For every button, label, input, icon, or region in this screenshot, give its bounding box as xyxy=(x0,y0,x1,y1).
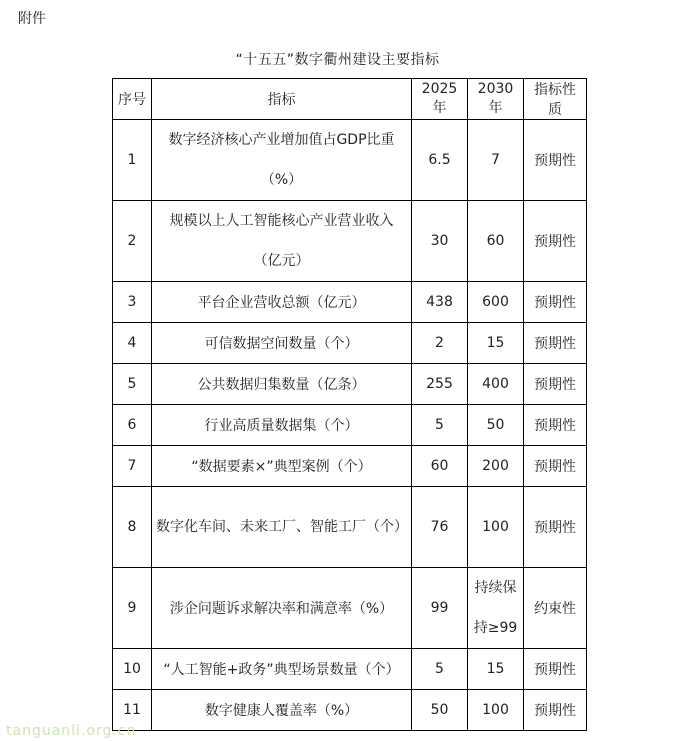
row-2025-value: 76 xyxy=(412,487,468,568)
table-row xyxy=(113,446,587,487)
row-no: 10 xyxy=(113,649,152,690)
header-no: 序号 xyxy=(113,79,152,120)
row-nature: 预期性 xyxy=(524,282,587,323)
table-row xyxy=(113,201,587,282)
row-2030-value: 50 xyxy=(468,405,524,446)
row-indicator: 规模以上人工智能核心产业营业收入（亿元） xyxy=(152,201,412,282)
header-indicator: 指标 xyxy=(152,79,412,120)
header-2030: 2030年 xyxy=(468,79,524,120)
row-no: 1 xyxy=(113,120,152,201)
row-2025-value: 255 xyxy=(412,364,468,405)
row-nature: 预期性 xyxy=(524,323,587,364)
attachment-label: 附件 xyxy=(18,11,46,27)
row-indicator: “数据要素×”典型案例（个） xyxy=(152,446,412,487)
row-2025-value: 438 xyxy=(412,282,468,323)
table-header-row xyxy=(113,79,587,120)
row-2030-value: 持续保持≥99 xyxy=(468,568,524,649)
row-indicator: 平台企业营收总额（亿元） xyxy=(152,282,412,323)
document-title: “十五五”数字衢州建设主要指标 xyxy=(235,52,440,68)
row-indicator: 涉企问题诉求解决率和满意率（%） xyxy=(152,568,412,649)
watermark: tanguanli.org.cn xyxy=(6,723,137,739)
row-2030-value: 200 xyxy=(468,446,524,487)
row-2030-value: 60 xyxy=(468,201,524,282)
row-2030-value: 600 xyxy=(468,282,524,323)
table-row xyxy=(113,364,587,405)
row-2025-value: 5 xyxy=(412,405,468,446)
row-nature: 预期性 xyxy=(524,446,587,487)
row-2030-value: 15 xyxy=(468,323,524,364)
table-row xyxy=(113,323,587,364)
row-2030-value: 7 xyxy=(468,120,524,201)
row-nature: 预期性 xyxy=(524,487,587,568)
row-indicator: 数字化车间、未来工厂、智能工厂（个） xyxy=(152,487,412,568)
row-no: 4 xyxy=(113,323,152,364)
row-indicator: 可信数据空间数量（个） xyxy=(152,323,412,364)
row-2025-value: 5 xyxy=(412,649,468,690)
row-indicator: 行业高质量数据集（个） xyxy=(152,405,412,446)
row-no: 3 xyxy=(113,282,152,323)
row-2030-value: 15 xyxy=(468,649,524,690)
row-nature: 预期性 xyxy=(524,405,587,446)
row-2025-value: 99 xyxy=(412,568,468,649)
row-2025-value: 6.5 xyxy=(412,120,468,201)
row-no: 9 xyxy=(113,568,152,649)
row-nature: 预期性 xyxy=(524,120,587,201)
row-no: 7 xyxy=(113,446,152,487)
row-no: 5 xyxy=(113,364,152,405)
row-2030-value: 100 xyxy=(468,487,524,568)
row-no: 6 xyxy=(113,405,152,446)
row-2025-value: 50 xyxy=(412,690,468,731)
row-no: 8 xyxy=(113,487,152,568)
table-row xyxy=(113,487,587,568)
indicators-table xyxy=(112,78,587,731)
table-row xyxy=(113,120,587,201)
row-indicator: 数字经济核心产业增加值占GDP比重（%） xyxy=(152,120,412,201)
table-row xyxy=(113,649,587,690)
row-nature: 预期性 xyxy=(524,690,587,731)
row-2030-value: 400 xyxy=(468,364,524,405)
row-nature: 预期性 xyxy=(524,201,587,282)
row-no: 11 xyxy=(113,690,152,731)
row-nature: 预期性 xyxy=(524,649,587,690)
row-2030-value: 100 xyxy=(468,690,524,731)
row-no: 2 xyxy=(113,201,152,282)
header-2025: 2025年 xyxy=(412,79,468,120)
row-nature: 约束性 xyxy=(524,568,587,649)
row-indicator: 数字健康人覆盖率（%） xyxy=(152,690,412,731)
table-row xyxy=(113,405,587,446)
header-nature: 指标性质 xyxy=(524,79,587,120)
row-2025-value: 30 xyxy=(412,201,468,282)
table-row xyxy=(113,568,587,649)
row-2025-value: 2 xyxy=(412,323,468,364)
row-indicator: 公共数据归集数量（亿条） xyxy=(152,364,412,405)
row-2025-value: 60 xyxy=(412,446,468,487)
table-row xyxy=(113,282,587,323)
row-indicator: “人工智能+政务”典型场景数量（个） xyxy=(152,649,412,690)
row-nature: 预期性 xyxy=(524,364,587,405)
table-row xyxy=(113,690,587,731)
